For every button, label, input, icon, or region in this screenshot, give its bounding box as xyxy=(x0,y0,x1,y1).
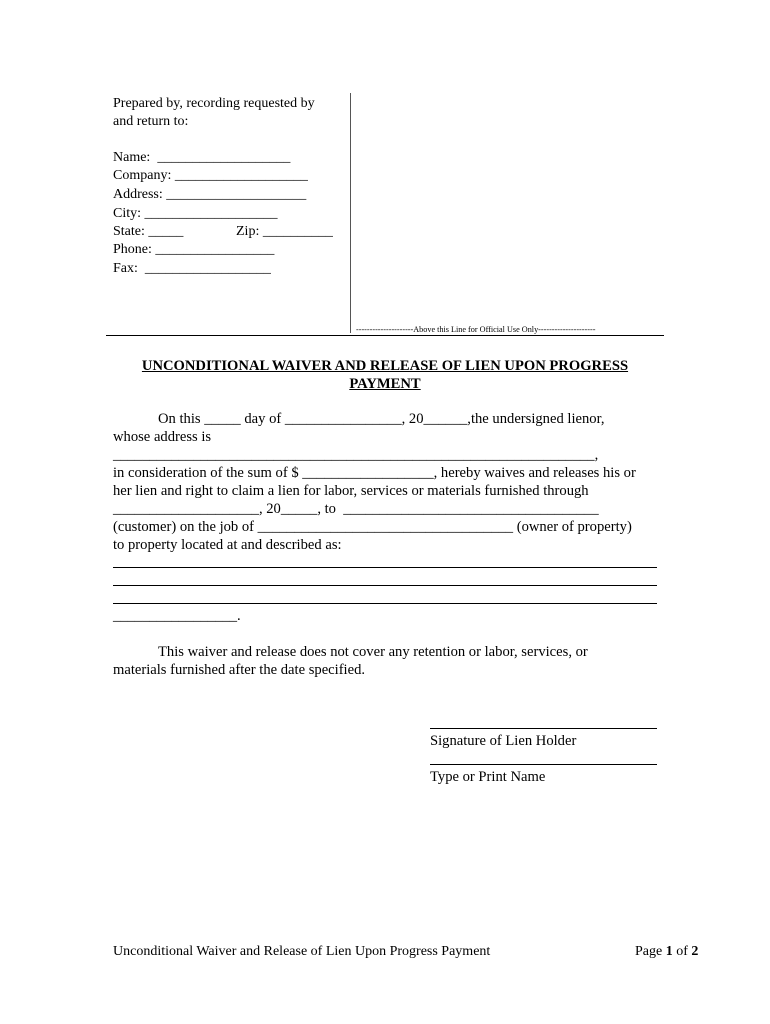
fax-field: Fax: __________________ xyxy=(113,261,271,276)
zip-field: Zip: __________ xyxy=(236,224,333,239)
paragraph-1-line-2: whose address is xyxy=(113,429,212,445)
page-of: of xyxy=(672,944,692,959)
footer-document-title: Unconditional Waiver and Release of Lien Upon Progress Payment xyxy=(113,944,491,959)
document-title-line1: UNCONDITIONAL WAIVER AND RELEASE OF LIEN UPON PROGRESS xyxy=(141,358,629,374)
page-prefix: Page xyxy=(635,944,666,959)
print-name-line xyxy=(430,764,657,765)
paragraph-2-line-1: This waiver and release does not cover any retention or labor, services, or xyxy=(158,644,588,660)
signature-label: Signature of Lien Holder xyxy=(430,733,577,749)
signature-line xyxy=(430,728,657,729)
phone-field: Phone: _________________ xyxy=(113,242,275,257)
official-use-note: ---------------------Above this Line for Official Use Only--------------------- xyxy=(356,325,596,334)
address-field: Address: ____________________ xyxy=(113,187,307,202)
paragraph-1-line-4: in consideration of the sum of $ __________________, hereby waives and releases his or xyxy=(113,465,636,481)
paragraph-1-line-12: _________________. xyxy=(113,608,241,624)
paragraph-1-line-8: to property located at and described as: xyxy=(113,537,342,553)
prepared-by-label: Prepared by, recording requested by xyxy=(113,96,315,111)
name-field: Name: ___________________ xyxy=(113,150,291,165)
return-to-label: and return to: xyxy=(113,114,189,129)
paragraph-1-line-1: On this _____ day of ________________, 20______,the undersigned lienor, xyxy=(158,411,605,427)
paragraph-1-line-3: __________________________________________________________________, xyxy=(113,447,599,463)
property-description-rule-1 xyxy=(113,567,657,568)
property-description-rule-2 xyxy=(113,585,657,586)
paragraph-1-line-6: ____________________, 20_____, to ___________________________________ xyxy=(113,501,599,517)
company-field: Company: ___________________ xyxy=(113,168,308,183)
property-description-rule-3 xyxy=(113,603,657,604)
paragraph-2-line-2: materials furnished after the date specified. xyxy=(113,662,366,678)
paragraph-1-line-7: (customer) on the job of ___________________________________ (owner of property) xyxy=(113,519,632,535)
print-name-label: Type or Print Name xyxy=(430,769,546,785)
page-total: 2 xyxy=(691,944,699,959)
header-divider-vertical xyxy=(350,93,351,333)
city-field: City: ___________________ xyxy=(113,206,278,221)
footer-page-number xyxy=(635,943,698,961)
state-field: State: _____ xyxy=(113,224,184,239)
page-current: 1 xyxy=(665,944,673,959)
header-divider-horizontal xyxy=(106,335,664,336)
paragraph-1-line-5: her lien and right to claim a lien for labor, services or materials furnished through xyxy=(113,483,589,499)
document-title-line2: PAYMENT xyxy=(349,376,421,392)
